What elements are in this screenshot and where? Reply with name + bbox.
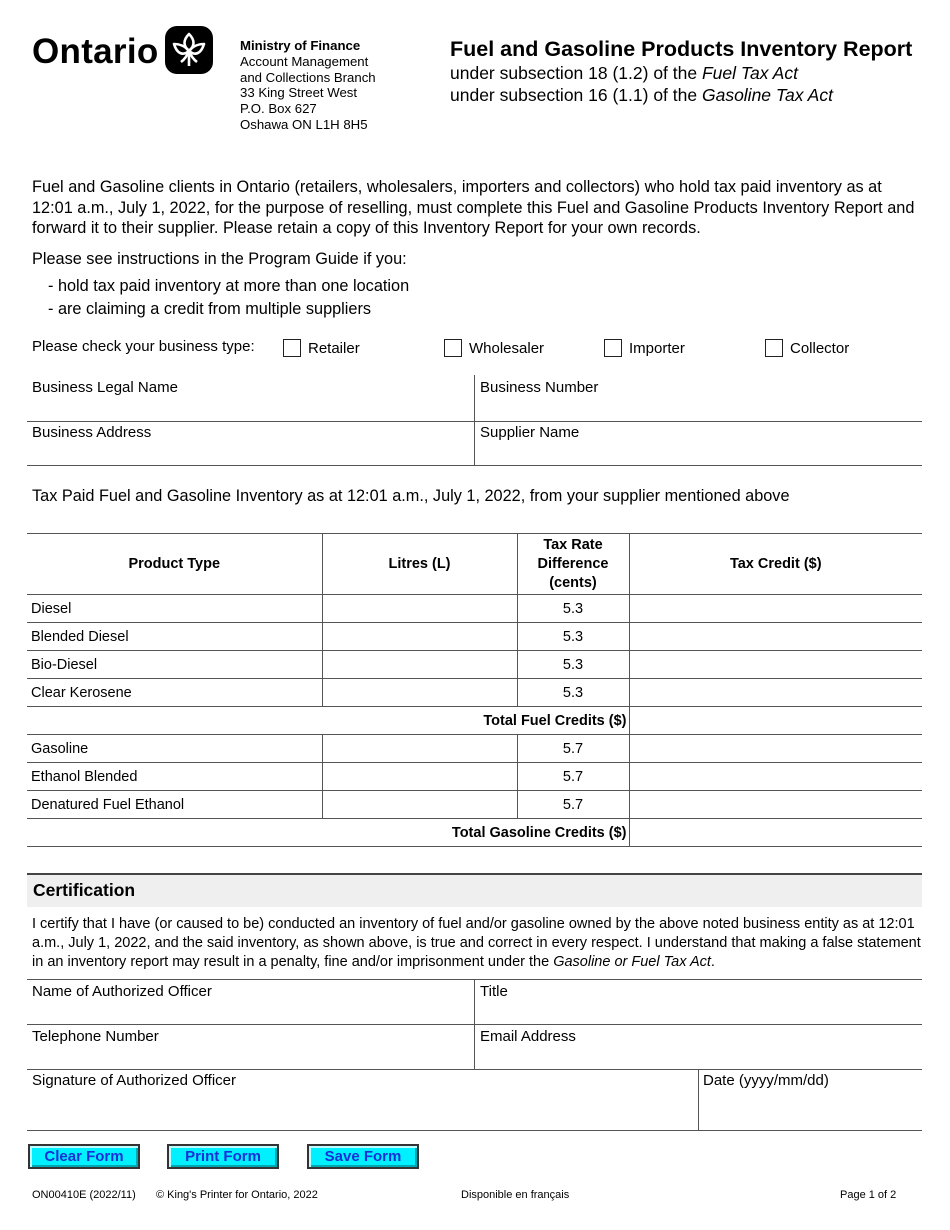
form-subtitle-fuel: under subsection 18 (1.2) of the Fuel Tax Act	[450, 63, 798, 83]
product-cell: Ethanol Blended	[27, 763, 322, 791]
address-line: Account Management	[240, 53, 369, 69]
instructions-bullet: - are claiming a credit from multiple suppliers	[48, 300, 372, 318]
field-divider	[698, 1069, 699, 1130]
address-line: Oshawa ON L1H 8H5	[240, 116, 368, 132]
address-line: and Collections Branch	[240, 69, 376, 85]
rate-cell: 5.7	[517, 735, 629, 763]
litres-input[interactable]	[322, 735, 517, 763]
instructions-bullet: - hold tax paid inventory at more than one location	[48, 277, 410, 295]
form-subtitle-gasoline: under subsection 16 (1.1) of the Gasoline Tax Act	[450, 85, 833, 105]
product-cell: Clear Kerosene	[27, 679, 322, 707]
rate-cell: 5.3	[517, 595, 629, 623]
rate-cell: 5.7	[517, 791, 629, 819]
field-divider	[27, 421, 922, 422]
title-field[interactable]: Title	[480, 983, 508, 1000]
litres-input[interactable]	[322, 679, 517, 707]
product-cell: Diesel	[27, 595, 322, 623]
address-line: 33 King Street West	[240, 85, 358, 101]
checkbox-importer[interactable]: Importer	[604, 339, 685, 357]
inventory-table	[27, 533, 922, 847]
checkbox-box[interactable]	[444, 339, 462, 357]
page-number: Page 1 of 2	[840, 1189, 897, 1201]
product-cell: Denatured Fuel Ethanol	[27, 791, 322, 819]
total-fuel-input[interactable]	[629, 707, 922, 735]
checkbox-box[interactable]	[604, 339, 622, 357]
column-header-credit: Tax Credit ($)	[629, 534, 922, 595]
checkbox-retailer[interactable]: Retailer	[283, 339, 360, 357]
logo-wordmark: Ontario	[32, 32, 159, 71]
trillium-icon	[165, 26, 213, 74]
litres-input[interactable]	[322, 623, 517, 651]
instructions-note: Please see instructions in the Program Guide if you:	[32, 250, 407, 268]
total-gasoline-input[interactable]	[629, 819, 922, 847]
table-row	[27, 791, 922, 819]
product-cell: Gasoline	[27, 735, 322, 763]
copyright: © King's Printer for Ontario, 2022	[156, 1189, 318, 1201]
table-header-row	[27, 534, 922, 595]
certification-statement: I certify that I have (or caused to be) conducted an inventory of fuel and/or gasoline owned by the above noted business entity as at 12:01 a.m., July 1, 2022, and the said inventory, as shown above, is true and correct in every respect. I understand that making a false statement in an inventory report may result in a penalty, fine and/or imprisonment under the Gasoline or Fuel Tax Act.	[32, 916, 921, 970]
intro-paragraph: Fuel and Gasoline clients in Ontario (retailers, wholesalers, importers and collectors) who hold tax paid inventory as at 12:01 a.m., July 1, 2022, for the purpose of reselling, must complete this Fuel and Gasoline Products Inventory Report and forward it to their supplier. Please retain a copy of this Inventory Report for your own records.	[32, 178, 915, 238]
credit-input[interactable]	[629, 763, 922, 791]
litres-input[interactable]	[322, 595, 517, 623]
form-title: Fuel and Gasoline Products Inventory Report	[450, 37, 913, 61]
credit-input[interactable]	[629, 623, 922, 651]
ministry-address	[240, 38, 376, 133]
field-divider	[27, 465, 922, 466]
rate-cell: 5.3	[517, 679, 629, 707]
certification-title: Certification	[33, 880, 136, 900]
total-gasoline-label: Total Gasoline Credits ($)	[27, 819, 629, 847]
clear-form-button[interactable]: Clear Form	[28, 1144, 140, 1169]
checkbox-box[interactable]	[283, 339, 301, 357]
field-divider	[27, 1130, 922, 1131]
business-address-field[interactable]: Business Address	[32, 424, 152, 441]
supplier-name-field[interactable]: Supplier Name	[480, 424, 580, 441]
total-gasoline-row	[27, 819, 922, 847]
column-header-product: Product Type	[27, 534, 322, 595]
checkbox-box[interactable]	[765, 339, 783, 357]
table-row	[27, 763, 922, 791]
ministry-name: Ministry of Finance	[240, 38, 361, 53]
date-field[interactable]: Date (yyyy/mm/dd)	[703, 1072, 829, 1089]
column-header-rate: Tax Rate Difference (cents)	[517, 534, 629, 595]
business-legal-name-field[interactable]: Business Legal Name	[32, 379, 178, 396]
business-type-label: Please check your business type:	[32, 338, 255, 355]
form-title-block	[450, 36, 912, 106]
email-field[interactable]: Email Address	[480, 1028, 576, 1045]
column-header-litres: Litres (L)	[322, 534, 517, 595]
print-form-button[interactable]: Print Form	[167, 1144, 279, 1169]
table-row	[27, 623, 922, 651]
table-row	[27, 651, 922, 679]
ontario-logo	[32, 26, 217, 80]
address-line: P.O. Box 627	[240, 101, 317, 117]
business-number-field[interactable]: Business Number	[480, 379, 599, 396]
litres-input[interactable]	[322, 791, 517, 819]
credit-input[interactable]	[629, 679, 922, 707]
credit-input[interactable]	[629, 791, 922, 819]
certification-header	[27, 873, 922, 907]
officer-name-field[interactable]: Name of Authorized Officer	[32, 983, 212, 1000]
rate-cell: 5.3	[517, 651, 629, 679]
litres-input[interactable]	[322, 651, 517, 679]
credit-input[interactable]	[629, 735, 922, 763]
table-row	[27, 735, 922, 763]
telephone-field[interactable]: Telephone Number	[32, 1028, 159, 1045]
signature-field[interactable]: Signature of Authorized Officer	[32, 1072, 237, 1089]
checkbox-wholesaler[interactable]: Wholesaler	[444, 339, 544, 357]
form-id: ON00410E (2022/11)	[32, 1189, 136, 1201]
credit-input[interactable]	[629, 651, 922, 679]
rate-cell: 5.7	[517, 763, 629, 791]
product-cell: Blended Diesel	[27, 623, 322, 651]
checkbox-collector[interactable]: Collector	[765, 339, 849, 357]
total-fuel-row	[27, 707, 922, 735]
litres-input[interactable]	[322, 763, 517, 791]
total-fuel-label: Total Fuel Credits ($)	[27, 707, 629, 735]
table-row	[27, 595, 922, 623]
credit-input[interactable]	[629, 595, 922, 623]
rate-cell: 5.3	[517, 623, 629, 651]
field-divider	[474, 979, 475, 1069]
field-divider	[27, 1069, 922, 1070]
table-row	[27, 679, 922, 707]
inventory-heading: Tax Paid Fuel and Gasoline Inventory as at 12:01 a.m., July 1, 2022, from your supplier mentioned above	[32, 487, 790, 505]
french-availability: Disponible en français	[461, 1189, 570, 1201]
save-form-button[interactable]: Save Form	[307, 1144, 419, 1169]
product-cell: Bio-Diesel	[27, 651, 322, 679]
